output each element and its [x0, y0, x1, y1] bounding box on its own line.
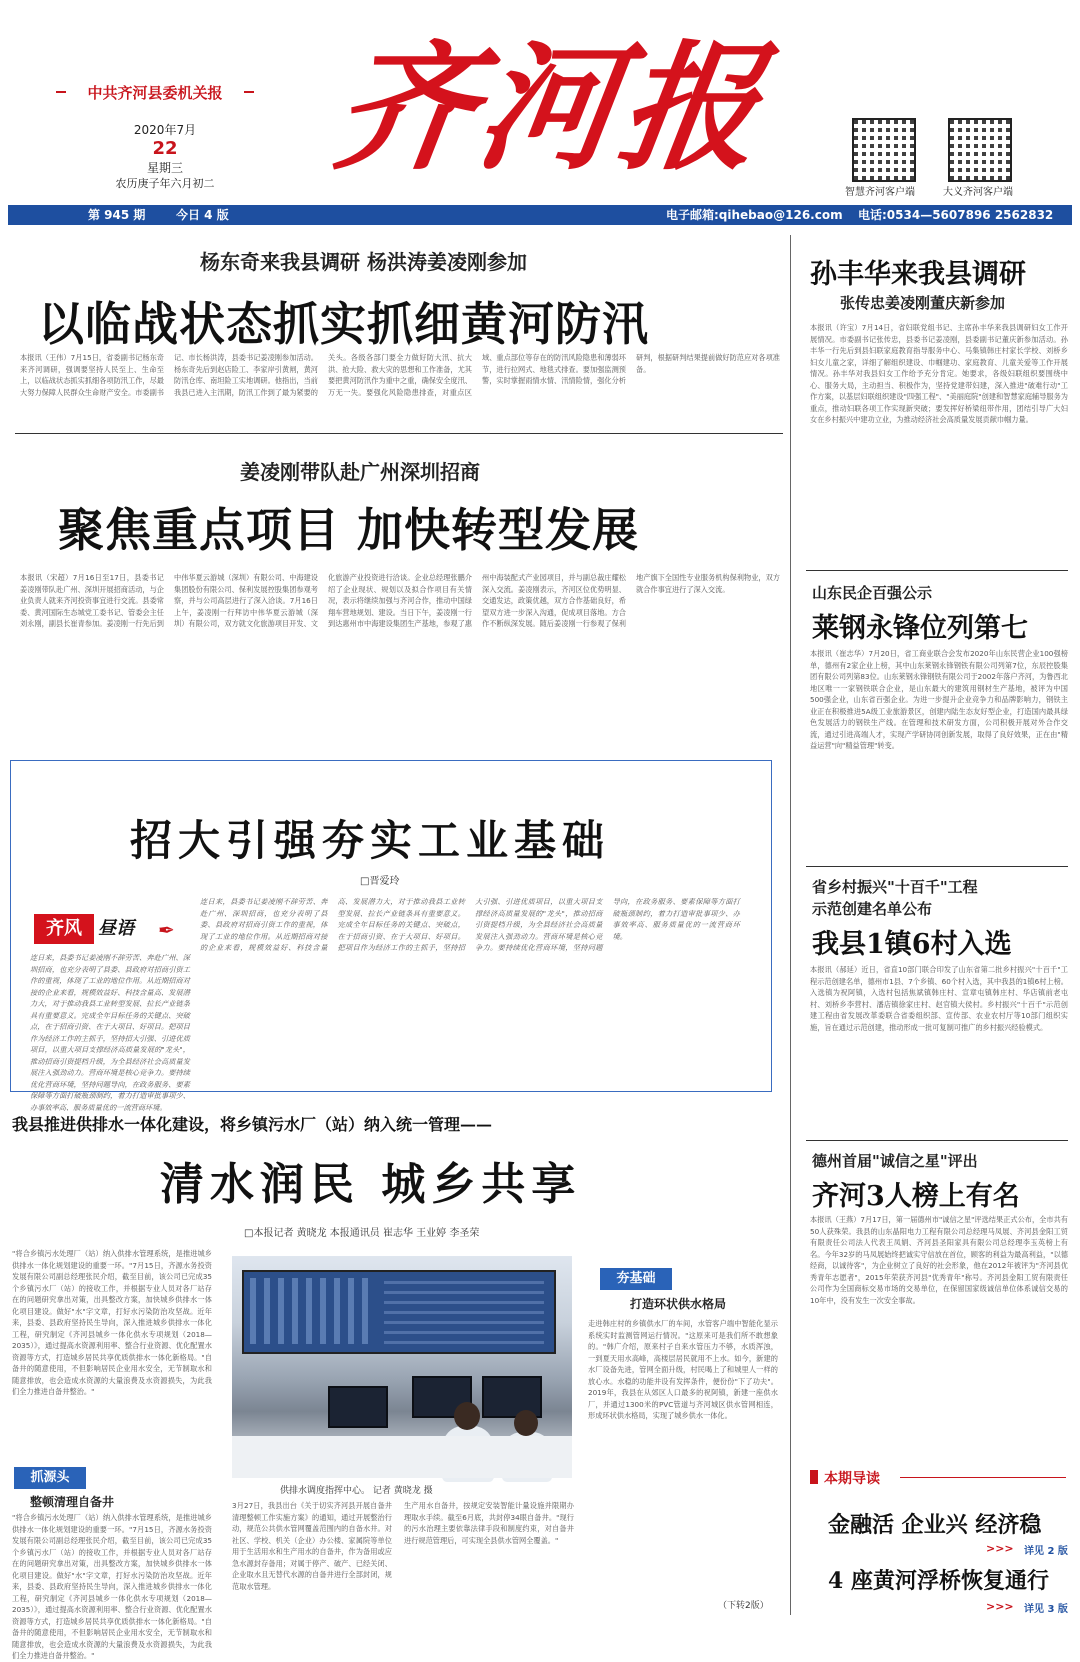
column-tag-text: 昼语 — [98, 918, 134, 939]
qr-block-2 — [948, 118, 1012, 182]
divider — [806, 570, 1068, 571]
guide-arrow-2: >>> — [986, 1600, 1014, 1613]
wall-screen — [242, 1270, 556, 1354]
guide-see-1[interactable]: 详见 2 版 — [1024, 1546, 1068, 1557]
side2-kicker: 山东民企百强公示 — [812, 584, 933, 602]
column-tag-red: 齐风 — [34, 914, 94, 944]
side2-body: 本报讯（崔志华）7月20日，省工商业联合会发布2020年山东民营企业100强榜单，德州有2家企业上榜，其中山东莱钢永锋钢铁有限公司列第7位，东辰控股集团有限公司列第83位。山东莱钢永锋钢铁有限公司于2002年落户齐河，为鲁西北地区唯一一家钢铁联合企业，是山东最大的建筑用钢材生产基地，被评为中国500强企业，山东省百强企业。为进一步提升企业竞争力和品牌影响力，钢铁主业正在积极推进5A级工业旅游景区，创建内陆生态友好型企业，打造国内最具绿色发展活力的钢铁生产线。在管理和技术研发方面，公司积极开展对外合作交流，通过引进高端人才，实现产学研协同创新发展，取得了良好效果，正在由"精益运营"向"精益管理"转变。 — [810, 649, 1068, 750]
side3-body: 本报讯（郝延）近日，省直10部门联合印发了山东省第二批乡村振兴"十百千"工程示范创建名单，德州市1县、7个乡镇、60个村入选，其中我县的1镇6村上榜。入选镇为祝阿镇，入选村包括焦斌镇韩庄村、宣章屯镇韩庄村、华店镇前老屯村、刘桥乡李营村、潘店镇徐家庄村、赵官镇大侯村。乡村振兴"十百千"示范创建工程由省发展改革委联合省委组织部、宣传部、农业农村厅等10部门组织实施，旨在通过示范创建，推动形成一批可复制可推广的乡村振兴经验模式。 — [810, 965, 1068, 1032]
staff-head — [454, 1402, 480, 1430]
qr-code-icon — [948, 118, 1012, 182]
column-logo — [34, 914, 186, 944]
pen-icon: ✒ — [158, 918, 175, 942]
date-day: 22 — [152, 138, 178, 159]
article4-body-left2: "将合乡镇污水处理厂（站）纳入供排水管理系统，是推进城乡供排水一体化规划建设的重要一环。"7月15日，齐源水务投资发展有限公司副总经理张民介绍，截至目前，该公司已完成35个乡镇污水厂（站）的接收工作，并根据专业人员对各厂站存在的问题研究拿出对策，出具整改方案，加快城乡供排水一体化项目建设。做好"水"字文章，打好水污染防治攻坚战。近年来，县委、县政府坚持民生导向，深入推进城乡供排水一体化工程，研究制定《齐河县城乡一体化供水专项规划（2018—2035）》，通过提高水资源利用率、整合行业资源、优化配置水资源等方式，打造城乡居民共享优质供排水一体化新格局。"自备井的随意使用，不但影响居民企业用水安全，无节制取水和随意排放，也会造成水资源的大量浪费及水资源损失，为此我们全力推进自备井整治。" — [12, 1513, 212, 1660]
issue-number: 第 945 期 — [88, 208, 146, 222]
date-weekday: 星期三 — [146, 161, 183, 175]
divider — [806, 1140, 1068, 1141]
divider — [806, 866, 1068, 867]
section-sub-source: 整顿清理自备井 — [30, 1495, 115, 1509]
section-tag-foundation: 夯基础 — [600, 1268, 672, 1290]
side4-headline: 齐河3人榜上有名 — [812, 1181, 1020, 1212]
contact-email: 电子邮箱:qihebao@126.com — [666, 208, 843, 222]
section-sub-foundation: 打造环状供水格局 — [630, 1297, 727, 1311]
article4-headline: 清水润民 城乡共享 — [160, 1159, 582, 1210]
article4-body-mid: 3月27日，我县出台《关于切实齐河县开展自备井清理整顿工作实施方案》的通知，通过开展整治行动，规范公共供水管网覆盖范围内的自备水井。对社区、学校、机关（企业）办公楼、家属院等单位用于生活用水和生产用水的自备井，作为备用或应急水源封存备用；对属于停产、破产、已经关闭、企业取水且无替代水源的自备井进行全部封闭，规范取水管理。 — [232, 1501, 392, 1591]
guide-rule — [900, 1477, 1066, 1478]
divider — [15, 433, 783, 434]
side3-kicker2: 示范创建名单公布 — [812, 900, 933, 918]
side1-body: 本报讯（许宝）7月14日，省妇联党组书记、主席孙丰华来我县调研妇女工作开展情况。市委副书记张传忠，县委书记姜凌刚，县委副书记董庆新参加活动。孙丰华一行先后到县妇联家庭教育指导服务中心、马集镇韩庄村家长学校、刘桥乡妇女儿童之家，详细了解组织建设、巾帼建功、家庭教育、儿童关爱等工作开展情况。孙丰华对我县妇女工作给予充分肯定。她要求，各级妇联组织要围绕中心、服务大局，主动担当、积极作为，坚持党建带妇建，深入推进"破难行动"工作方案，以基层妇联组织建设"四强工程"、"美丽庭院"创建和智慧家庭辅导服务为重点，推动妇联各项工作实现新突破；要发挥好桥梁纽带作用，团结引导广大妇女在乡村振兴中建功立业，为推动经济社会高质量发展贡献巾帼力量。 — [810, 323, 1068, 424]
newspaper-logo: 齐河报 — [325, 26, 775, 189]
article3-body: 连日来，县委书记姜凌刚不辞劳苦、奔赴广州、深圳招商，也充分表明了县委、县政府对招商引资工作的重视，体现了工业的地位作用。从近期招商对接的企业来看，规模效益好、科技含量高、发展潜力大，对于推动我县工业转型发展、拉长产业链条具有重要意义。完成全年目标任务的关键点、突破点，在于招商引资、在于大项目、好项目。把项目作为经济工作的主抓手，坚持招大引强、引进优质项目，以重大项目支撑经济高质量发展的"龙头"，推动招商引资提档升级，为全县经济社会高质量发展注入强劲动力。营商环境是核心竞争力。要持续优化营商环境，坚持问题导向，在政务服务、要素保障等方面打破瓶颈制约，着力打造审批事项少、办事效率高、服务质量优的一流营商环境。 — [200, 897, 740, 952]
side3-kicker: 省乡村振兴"十百千"工程 — [812, 878, 978, 896]
staff-head — [514, 1410, 538, 1436]
article2-body: 本报讯（宋超）7月16日至17日，县委书记姜凌刚带队赴广州、深圳开展招商活动，与企业负责人就来齐河投资事宜进行交流。县委常委、黄河国际生态城党工委书记、管委会主任刘永刚，副县长崔青参加。姜凌刚一行先后到中伟华夏云游城（深圳）有限公司、中海建设集团股份有限公司、保利发展控股集团参观考察，并与公司高层进行了深入洽谈。7月16日上午，姜凌刚一行拜访中伟华夏云游城（深圳）有限公司，双方就文化旅游项目开发、文化旅游产业投资进行洽谈。企业总经理张鹏介绍了企业现状、规划以及拟合作项目有关情况，表示将继续加强与齐河合作，推动中国绿翔车营地规划、建设。当日下午，姜凌刚一行到达惠州市中海建设集团生产基地，参观了惠州中海装配式产业园项目，并与副总裁庄耀松深入交流。姜凌刚表示，齐河区位优势明显、交通发达，政策优越，双方合作基础良好，希望双方进一步深入沟通，促成项目落地。方合作不断纵深发展。随后姜凌刚一行参观了保利地产旗下全国性专业服务机构保利物业，双方就合作事宜进行了深入交流。 — [20, 573, 780, 628]
date-lunar: 农历庚子年六月初二 — [115, 177, 215, 190]
article1-kicker: 杨东奇来我县调研 杨洪涛姜凌刚参加 — [200, 250, 527, 274]
date-year-month: 2020年7月 — [133, 123, 197, 137]
article2-kicker: 姜凌刚带队赴广州深圳招商 — [240, 460, 480, 484]
qr-block-1 — [852, 118, 916, 182]
guide-title: 本期导读 — [824, 1471, 880, 1487]
article4-body-right: 走进韩庄村的乡镇供水厂的车间，水管客户端中智能化显示系统实时监测管网运行情况。"这原来可是我们所不敢想象的。"韩广介绍，原来村子自来水管压力不够，水质浑浊，一到夏天用水高峰，高楼层居民就用不上水。如今，新建的水厂设备先进，管网全面升级，村民喝上了和城里人一样的放心水。水稳的功能井设有发挥条件，便份份"下了功夫"。2019年，我县在从郊区人口最多的祝阿镇，新建一座供水厂，并通过1300米的PVC管道与齐河城区供水管网相连，形成环状供水格局，实现了城乡供水一体化。 — [588, 1319, 778, 1420]
article3-intro: 连日来，县委书记姜凌刚不辞劳苦、奔赴广州、深圳招商，也充分表明了县委、县政府对招商引资工作的重视，体现了工业的地位作用。从近期招商对接的企业来看，规模效益好、科技含量高、发展潜力大，对于推动我县工业转型发展、拉长产业链条具有重要意义。完成全年目标任务的关键点、突破点，在于招商引资、在于大项目、好项目。把项目作为经济工作的主抓手，坚持招大引强、引进优质项目，以重大项目支撑经济高质量发展的"龙头"，推动招商引资提档升级，为全县经济社会高质量发展注入强劲动力。营商环境是核心竞争力。要持续优化营商环境，坚持问题导向，在政务服务、要素保障等方面打破瓶颈制约，着力打造审批事项少、办事效率高、服务质量优的一流营商环境。 — [30, 953, 190, 1112]
guide-marker-icon — [810, 1470, 818, 1484]
guide-arrow-1: >>> — [986, 1542, 1014, 1555]
side4-body: 本报讯（王燕）7月17日，第一届德州市"诚信之星"评选结果正式公布，全市共有50人获殊荣。我县的山东晶阳电力工程有限公司总经理马凤展、齐河县金阳工贸有限责任公司法人代表王凤娟、齐河县圣阳家具有限公司总经理李玉英榜上有名。今年32岁的马凤展始终把诚实守信放在首位，顾客的利益为最高利益，"以德经商，以诚待客"，为企业树立了良好的社会形象，他在2012年被评为"齐河县优秀青年志愿者"，2015年荣获齐河县"优秀青年"称号。齐河县金阳工贸有限责任公司作为全国商标交易市场的交易单位，在保留国家级诚信单位体系诚信交易的10年中，没有发生一次安全事故。 — [810, 1215, 1068, 1305]
contact-phone: 电话:0534—5607896 2562832 — [858, 208, 1054, 222]
article4-author: □本报记者 黄晓龙 本报通讯员 崔志华 王业婷 李圣荣 — [244, 1228, 480, 1239]
issue-date — [110, 122, 220, 192]
page-count: 今日 4 版 — [176, 208, 229, 222]
side1-headline: 孙丰华来我县调研 — [810, 259, 1026, 290]
monitor — [328, 1386, 388, 1428]
article1-headline: 以临战状态抓实抓细黄河防汛 — [38, 297, 649, 351]
side1-sub: 张传忠姜凌刚董庆新参加 — [840, 294, 1006, 312]
qr-code-icon — [852, 118, 916, 182]
newspaper-tagline: 中共齐河县委机关报 — [70, 82, 240, 103]
issue-info-bar — [8, 205, 1072, 225]
article3-author: □晋爱玲 — [360, 876, 400, 887]
continued-note: （下转2版） — [718, 1601, 769, 1611]
article2-headline: 聚焦重点项目 加快转型发展 — [58, 503, 640, 557]
article3-headline: 招大引强夯实工业基础 — [130, 816, 611, 865]
qr1-caption: 智慧齐河客户端 — [845, 187, 915, 198]
photo-caption: 供排水调度指挥中心。 记者 黄晓龙 摄 — [280, 1486, 433, 1496]
control-center-photo — [232, 1256, 572, 1478]
section-tag-source: 抓源头 — [14, 1467, 86, 1489]
guide-item-2[interactable]: 4 座黄河浮桥恢复通行 — [828, 1568, 1049, 1594]
article4-kicker: 我县推进供排水一体化建设，将乡镇污水厂（站）纳入统一管理—— — [12, 1115, 493, 1134]
column-divider — [790, 235, 791, 1615]
side4-kicker: 德州首届"诚信之星"评出 — [812, 1152, 978, 1170]
article4-body-left: "将合乡镇污水处理厂（站）纳入供排水管理系统，是推进城乡供排水一体化规划建设的重要一环。"7月15日，齐源水务投资发展有限公司副总经理张民介绍，截至目前，该公司已完成35个乡镇污水厂（站）的接收工作，并根据专业人员对各厂站存在的问题研究拿出对策，出具整改方案，加快城乡供排水一体化项目建设。做好"水"字文章，打好水污染防治攻坚战。近年来，县委、县政府坚持民生导向，深入推进城乡供排水一体化工程，研究制定《齐河县城乡一体化供水专项规划（2018—2035）》，通过提高水资源利用率、整合行业资源、优化配置水资源等方式，打造城乡居民共享优质供排水一体化新格局。"自备井的随意使用，不但影响居民企业用水安全，无节制取水和随意排放，也会造成水资源的大量浪费及水资源损失，为此我们全力推进自备井整治。" — [12, 1249, 212, 1396]
guide-item-1[interactable]: 金融活 企业兴 经济稳 — [828, 1512, 1042, 1538]
qr2-caption: 大义齐河客户端 — [943, 187, 1013, 198]
side3-headline: 我县1镇6村入选 — [812, 929, 1012, 960]
article1-body: 本报讯（王伟）7月15日，省委副书记杨东奇来齐河调研，强调要坚持人民至上、生命至上，以临战状态抓实抓细各项防汛工作，尽最大努力保障人民群众生命财产安全。市委副书记、市长杨洪涛，县委书记姜凌刚参加活动。杨东奇先后到赵店险工、李家岸引黄闸，黄河防汛仓库、南坦险工实地调研。他指出，当前我县已进入主汛期，防汛工作到了最为紧要的关头。各级各部门要全力做好防大汛、抗大洪、抢大险、救大灾的思想和工作准备，尤其要把黄河防汛作为重中之重，确保安全度汛、万无一失。要强化风险隐患排查，对重点区域、重点部位等存在的防汛风险隐患和薄弱环节，进行拉网式、地毯式排查。要加强监测预警，实时掌握雨情水情、汛情险情，强化分析研判，根据研判结果提前做好防范应对各项准备。 — [20, 353, 780, 397]
guide-see-2[interactable]: 详见 3 版 — [1024, 1604, 1068, 1615]
side2-headline: 莱钢永锋位列第七 — [812, 613, 1028, 644]
article4-body-mid2: 生产用水自备井，按规定安装智能计量设施并限期办理取水手续。截至6月底，共封停34眼自备井。"现行的污水治理主要依靠法律手段和制度约束，对自备井进行规范管理后，可实现全县供水管网全覆盖。" — [404, 1501, 574, 1545]
